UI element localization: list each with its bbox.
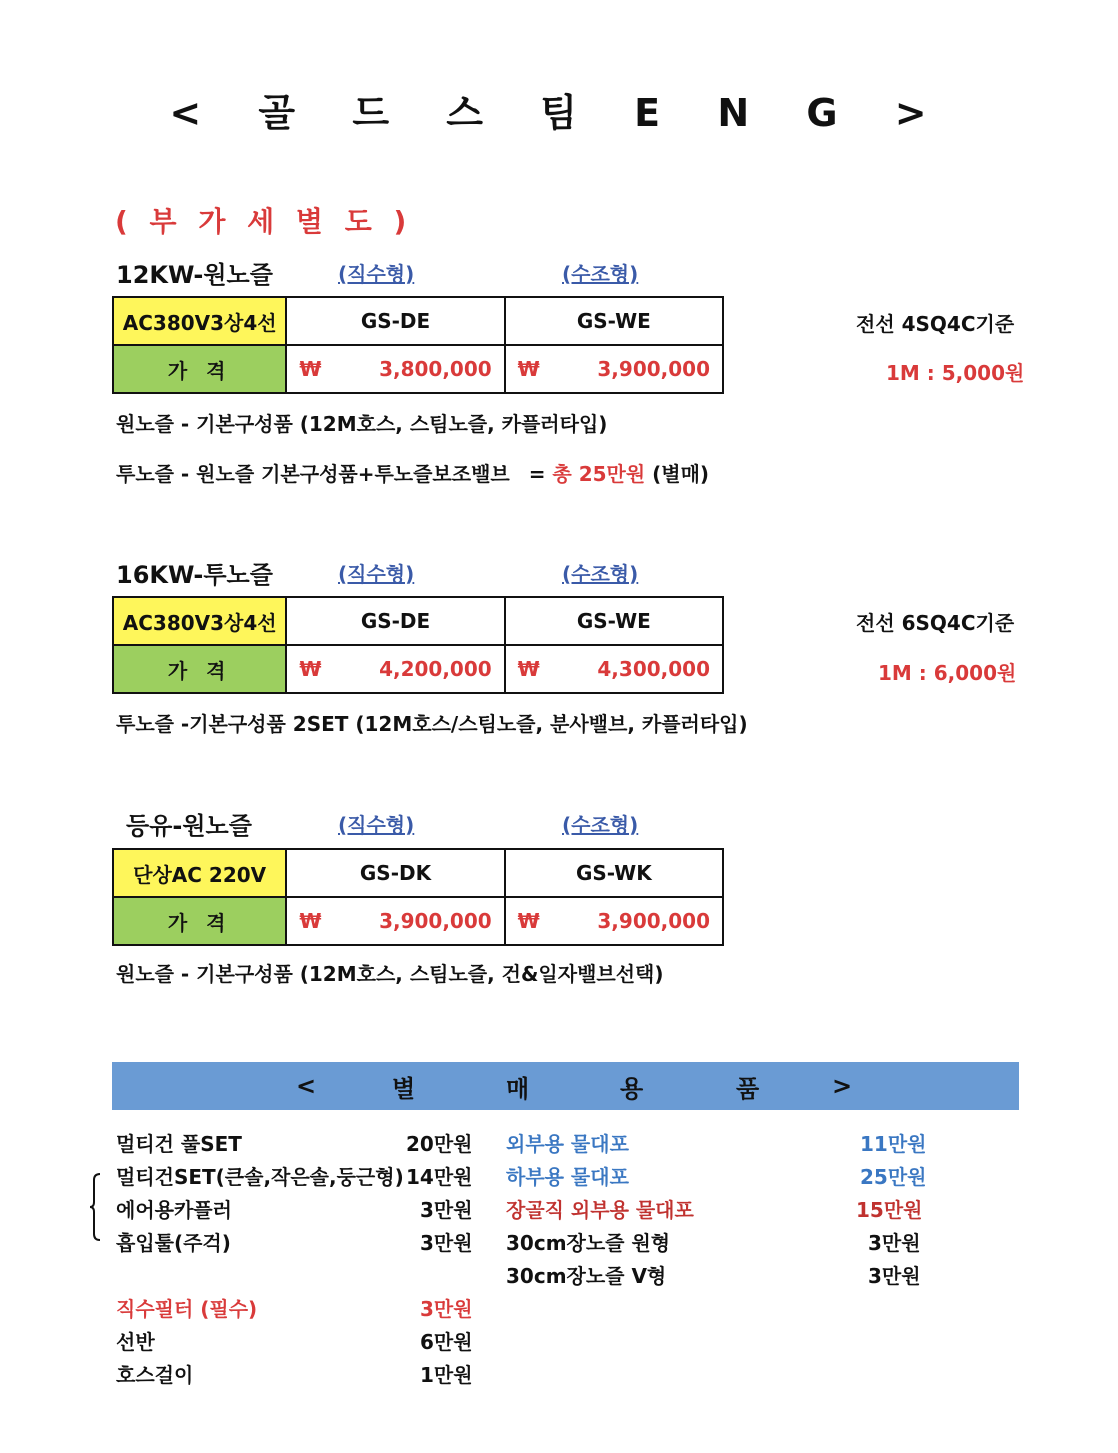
accessory-name: 하부용 물대포 [506,1165,629,1189]
accessory-price: 3만원 [868,1231,921,1255]
bracket-icon [90,1172,102,1242]
accessory-price: 11만원 [860,1132,927,1156]
product-note: 투노즐 -기본구성품 2SET (12M호스/스팀노즐, 분사밸브, 카플러타입) [116,712,748,736]
accessory-price: 20만원 [406,1132,473,1156]
price-value: 3,900,000 [379,909,492,933]
wire-spec: 전선 4SQ4C기준 [856,312,1015,336]
wire-spec: 전선 6SQ4C기준 [856,611,1015,635]
won-icon: ₩ [299,357,322,381]
price-cell [505,645,723,693]
won-icon: ₩ [517,357,540,381]
price-label-cell: 가 격 [113,345,286,393]
won-icon: ₩ [299,657,322,681]
accessory-name: 멀티건SET(큰솔,작은솔,둥근형) [116,1165,404,1189]
product-title-12kw: 12KW-원노즐 [116,261,273,289]
price-value: 3,900,000 [597,909,710,933]
accessory-price: 14만원 [406,1165,473,1189]
model-cell: GS-WE [505,297,723,345]
price-label-cell: 가 격 [113,645,286,693]
accessory-name: 멀티건 풀SET [116,1132,242,1156]
total-price: 총 25만원 [552,462,646,486]
spec-cell: 단상AC 220V [113,849,286,897]
accessory-name: 외부용 물대포 [506,1132,629,1156]
accessory-name: 30cm장노즐 V형 [506,1264,667,1288]
model-cell: GS-DK [286,849,504,897]
accessory-price: 3만원 [868,1264,921,1288]
price-value: 3,800,000 [379,357,492,381]
product-title-16kw: 16KW-투노즐 [116,561,273,589]
price-cell [505,897,723,945]
accessory-price: 15만원 [856,1198,923,1222]
accessory-price: 25만원 [860,1165,927,1189]
model-cell: GS-DE [286,297,504,345]
accessory-name: 장골직 외부용 물대포 [506,1198,694,1222]
won-icon: ₩ [517,657,540,681]
price-table-kerosene [112,848,724,946]
link-tank-type[interactable]: (수조형) [562,562,639,586]
accessory-name: 직수필터 (필수) [116,1297,258,1321]
product-note: 원노즐 - 기본구성품 (12M호스, 스팀노즐, 건&일자밸브선택) [116,962,664,986]
accessory-name: 호스걸이 [116,1363,194,1387]
price-value: 3,900,000 [597,357,710,381]
spec-cell: AC380V3상4선 [113,297,286,345]
link-tank-type[interactable]: (수조형) [562,262,639,286]
won-icon: ₩ [299,909,322,933]
link-direct-type[interactable]: (직수형) [338,562,415,586]
link-direct-type[interactable]: (직수형) [338,813,415,837]
accessory-price: 3만원 [420,1231,473,1255]
price-cell [286,345,504,393]
banner-left-bracket: < [296,1072,317,1100]
accessory-price: 1만원 [420,1363,473,1387]
price-label-cell: 가 격 [113,897,286,945]
accessory-name: 30cm장노즐 원형 [506,1231,671,1255]
product-note: 원노즐 - 기본구성품 (12M호스, 스팀노즐, 카플러타입) [116,412,608,436]
price-table-12kw [112,296,724,394]
accessory-name: 흡입툴(주걱) [116,1231,231,1255]
accessory-price: 3만원 [420,1198,473,1222]
accessory-price: 3만원 [420,1297,473,1321]
price-table-16kw [112,596,724,694]
price-cell [505,345,723,393]
product-title-kerosene: 등유-원노즐 [126,812,252,840]
accessories-banner: < 별 매 용 품 > [112,1062,1019,1110]
page-title: < 골 드 스 팀 E N G > [169,91,949,135]
model-cell: GS-WE [505,597,723,645]
won-icon: ₩ [517,909,540,933]
model-cell: GS-DE [286,597,504,645]
accessory-price: 6만원 [420,1330,473,1354]
link-direct-type[interactable]: (직수형) [338,262,415,286]
price-cell [286,645,504,693]
wire-price: 1M : 5,000원 [886,361,1025,385]
link-tank-type[interactable]: (수조형) [562,813,639,837]
price-value: 4,300,000 [597,657,710,681]
wire-price: 1M : 6,000원 [878,661,1017,685]
price-cell [286,897,504,945]
spec-cell: AC380V3상4선 [113,597,286,645]
price-value: 4,200,000 [379,657,492,681]
vat-note: ( 부 가 세 별 도 ) [115,205,413,238]
banner-right-bracket: > [832,1072,853,1100]
accessory-name: 선반 [116,1330,155,1354]
accessory-name: 에어용카플러 [116,1198,232,1222]
product-note: 투노즐 - 원노즐 기본구성품+투노즐보조밸브 = 총 25만원 (별매) [116,462,710,486]
model-cell: GS-WK [505,849,723,897]
